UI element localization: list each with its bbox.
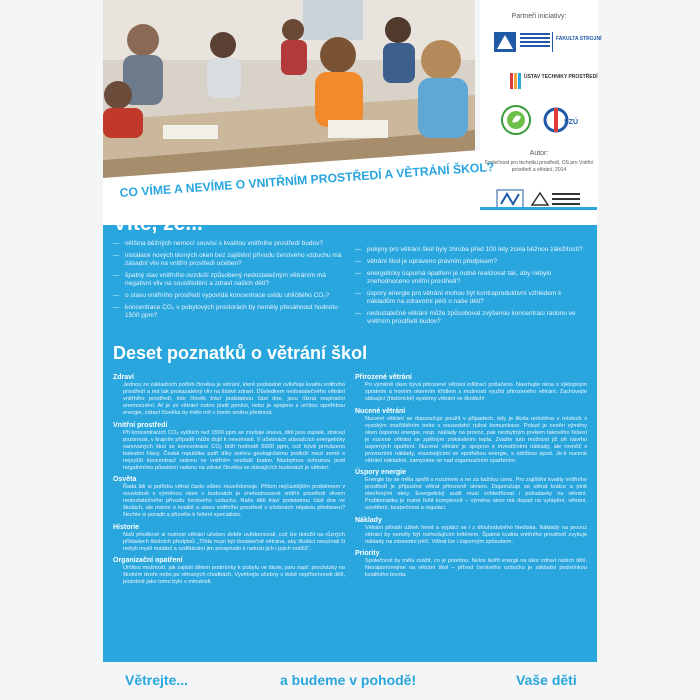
section-title-zdravi: Zdraví [113,374,135,381]
headline [118,157,508,207]
bullet-item: — špatný stav vnitřního ovzduší způsobený nedostatečným větráním má negativní vliv na soustředění a zdraví našich dětí? [113,272,345,289]
author-text: Společnost pro techniku prostředí, OS pro Vnitřní prostředí a větrání, 2014 [484,160,594,173]
headline-text: CO VÍME A NEVÍME O VNITŘNÍM PROSTŘEDÍ A VĚTRÁNÍ ŠKOL? [119,159,495,200]
section-body: Určitou možností, jak zajistit dětem podmínky k pobytu ve škole, jsou např. procházky na školním dvoře nebo po větraných chodbách. Vyvětrejte učebny v době nepřítomnosti dětí, podobně jako tomu bylo v minulosti. [123,565,345,585]
section-body: Nucené větrání se doporučuje použít v případech, kdy je škola umístěna v místech s vysokým znečištěním nebo v sousedství rušné komunikace. Pokud je ceněn výměny oken úsporou energie, resp. náklady na provoz, pak nezbytným prvkem takového řešení je nucené větrání se zpětným získáváním tepla. Zvažte tuto možnost již při návrhu úsporných opatření. Nucené větrání je spojeno s investičními náklady, ale rovněž s provozními náklady, souvisejícími se spotřebou energie, s údržbou apod. Je-li nucené větrání nákladné, zamyslete se nad organizačním opatřením. [365,415,587,464]
section-body: Po výměně oken bývá přirozené větrání infiltrací potlačeno. Navrhujte okna s výklopným spodním a horním okenním křídlem s možností využití přirozeného větrání. Zachovejte stávající (historické) systémy větrání ve školách! [365,382,587,402]
section-body: Naši předkové si nutnost větrání učeben dobře uvědomovali, což lze doložit na různých příkladech školních předpisů: „Třída musí být dostatečně větrána, aby školáci neusínali či nebyli myslí malátní a vzdělávání jim prospívalo k radosti jich i jejich rodičů“. [123,531,345,552]
vite-title: Víte, že... [113,212,203,235]
section-title-organizacni: Organizační opatření [113,557,183,564]
section-body: Větrání přináší užitek hned a vyplácí se i z dlouhodobého hlediska. Náklady na provoz větrání by neměly být rozhodujícím kritériem. Špatná kvalita vnitřního prostředí zvyšuje náklady na zdravotní péči. Větrat lze i úsporným způsobem. [365,524,587,545]
deset-title: Deset poznatků o větrání škol [113,343,368,363]
section-title-naklady: Náklady [355,516,382,524]
section-title-priority: Priority [355,550,380,557]
ustav-label: ÚSTAV TECHNIKY PROSTŘEDÍ [524,74,598,80]
section-title-historie: Historie [113,523,140,531]
slogan-middle: a budeme v pohodě! [280,672,417,688]
bullet-item: — koncentrace CO₂ v pobytových prostorách by neměly přesáhnout hodnotu 1500 ppm? [113,304,345,321]
partners-title: Partneři iniciativy: [511,13,567,20]
section-title-nucene: Nucené větrání [355,407,406,415]
section-body: Energie by se měla spořit s rozumem a ne za každou cenu. Pro zajištění kvality vnitřního prostředí je přípustné větrat přirozeně oknem. Doporučuje se větrat krátce a plně otevřenými okny. Energetický audit musí zohledňovat i požadavky na větrání. Problematiku je nutné řešit komplexně – výměna oken má dopad na vytápění, větrání, osvětlení, bezpečnost a regulaci. [365,477,587,511]
bullet-item: — o stavu vnitřního prostředí vypovídá koncentrace oxidu uhličitého CO₂? [113,292,345,300]
section-body: Společnost by měla zvážit, co je prioritou. Nelze šetřit energii na úkor zdraví našich dětí. Nezapomínejme na větrání škol – přívod čerstvého vzduchu je základní podmínkou kvalitního bivota. [365,558,587,578]
bullet-item: — úspory energie pro větrání mohou být kontraproduktivní vzhledem k nákladům na zdravotní péči o naše děti? [355,290,587,307]
bullets-left [113,240,345,324]
sections-left [113,373,345,590]
bullet-item: — větrání škol je upraveno právním předpisem? [355,258,587,266]
section-title-osveta: Osvěta [113,476,137,483]
sections-right [355,373,587,583]
section-title-prirozene: Přirozené větrání [355,374,412,381]
section-body: Jednou ze základních potřeb člověka je větrání, které podstatně ovlivňuje kvalitu vnitřního prostředí a má tak prokazatelný vliv na lidské zdraví. Důsledkem nedostatečného větrání vnitřního prostředí, kde člověk tráví podstatnou část dne, jsou různá respirační onemocnění. Ať je ze větrání nutno platit penězi, nebo je spojeno s určitou spotřebou energie, zdraví člověka by mělo mít v tomto směru přednost. [123,382,346,416]
headline-wedge [0,0,700,260]
bullet-item: — instalace nových těsných oken bez zajištění přívodu čerstvého vzduchu má zásadní vliv na vnitřní prostředí učeben? [113,252,345,269]
faculty-label: FAKULTA STROJNÍ [556,36,602,42]
bullet-item: — většina běžných nemocí souvisí s kvalitou vnitřního prostředí budov? [113,240,345,248]
bullet-item: — nedostatečné větrání může způsobovat zvýšenou koncentraci radonu ve vnitřním prostředí budov? [355,310,587,327]
bullet-item: — energeticky úsporná opatření je nutné realizovat tak, aby nebylo znehodnoceno vnitřní prostředí? [355,270,587,287]
section-title-uspory: Úspory energie [355,469,406,476]
headline-graphic [118,157,508,207]
author-label: Autor: [529,150,549,157]
szu-label: SZÚ [564,119,578,126]
section-body: Řada lidí si potřebu větrat často vůbec neuvědomuje. Přitom nejčastějším problémem v souvislosti s výměnou oken v budovách je znehodnocené vnitřní prostředí vlivem nedostatečného přívodu čerstvého vzduchu. Naše děti tráví podstatnou část dne ve školách, ale máme o kvalitě a stavu vnitřního prostředí v učebnách nějakou představu? Nechte si poradit a přizvěte k řešení specialistu. [123,484,345,518]
bullet-item: — pokyny pro větrání škol byly zhruba před 100 lety zcela běžnou záležitostí? [355,246,587,254]
bullets-right [355,246,587,330]
section-title-prostredi: Vnitřní prostředí [113,421,168,429]
section-body: Při koncentracích CO₂ vyšších než 1500 ppm se zvyšuje únava, děti jsou ospalé, ztrácejí pozornost, v krajním případě může dojít k nevolnosti. V učebnách stávajících energeticky sanovaných škol se koncentrace CO₂ blíží hodnotě 5000 ppm, což bývá provázeno bolestmi hlavy. Česká republika patří díky svému geologickému podloží mezi země s nejvyšší koncentrací radonu ve vnitřním ovzduší budov. Nezbytnou ochranou proti negativnímu působení radonu na zdraví člověka ve stávajících budovách je větrání. [123,429,345,471]
slogan-left: Větrejte... [125,672,189,688]
slogan-right: Vaše děti [516,672,577,688]
